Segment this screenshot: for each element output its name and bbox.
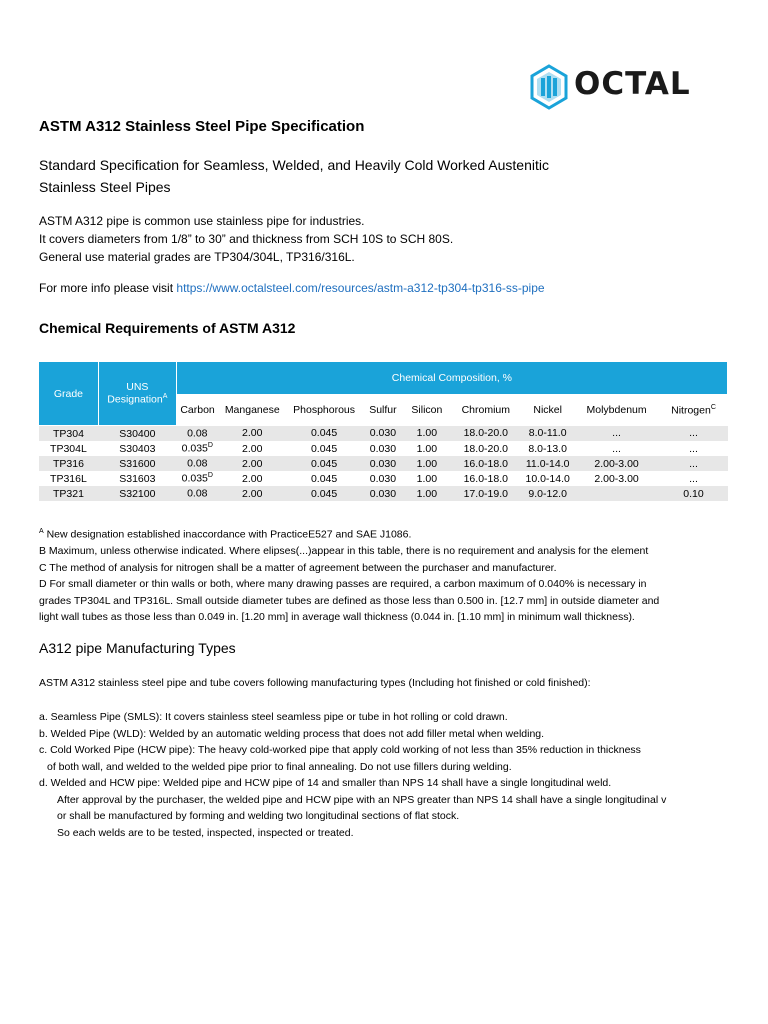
table-row xyxy=(39,486,728,501)
carbon-value: 0.035 xyxy=(181,472,208,485)
molybdenum-cell xyxy=(574,486,660,501)
uns-header-line-1: UNS xyxy=(126,381,149,394)
molybdenum-cell: ... xyxy=(574,426,660,442)
carbon-cell xyxy=(176,456,218,471)
nickel-cell: 8.0-13.0 xyxy=(522,441,574,456)
uns-cell: S32100 xyxy=(98,486,176,501)
composition-header: Chemical Composition, % xyxy=(176,362,727,395)
manganese-cell: 2.00 xyxy=(218,426,286,442)
phosphorous-header: Phosphorous xyxy=(286,395,362,426)
carbon-footnote-marker: D xyxy=(207,442,213,450)
uns-cell: S31600 xyxy=(98,456,176,471)
manufacturing-types-list xyxy=(39,709,739,841)
chromium-cell: 18.0-20.0 xyxy=(450,426,522,442)
nitrogen-header-label: Nitrogen xyxy=(671,404,711,417)
manganese-cell: 2.00 xyxy=(218,441,286,456)
phosphorous-cell: 0.045 xyxy=(286,456,362,471)
sulfur-cell: 0.030 xyxy=(362,471,404,486)
molybdenum-cell: 2.00-3.00 xyxy=(574,471,660,486)
subtitle xyxy=(39,154,599,198)
phosphorous-cell: 0.045 xyxy=(286,471,362,486)
nickel-cell: 9.0-12.0 xyxy=(522,486,574,501)
footnote-d-line-2: grades TP304L and TP316L. Small outside diameter tubes are defined as those less than 0.500 in. [12.7 mm] in outside diameter and xyxy=(39,594,660,607)
subtitle-line-1: Standard Specification for Seamless, Welded, and Heavily Cold Worked Austenitic xyxy=(39,157,549,173)
logo-text: OCTAL xyxy=(574,66,691,102)
carbon-value: 0.08 xyxy=(187,427,208,440)
list-item-continuation: of both wall, and welded to the welded pipe prior to final annealing. Do not use fillers during welding. xyxy=(47,760,512,773)
nickel-cell: 8.0-11.0 xyxy=(522,426,574,442)
sulfur-cell: 0.030 xyxy=(362,486,404,501)
nitrogen-header xyxy=(660,395,728,426)
carbon-footnote-marker: D xyxy=(207,472,213,480)
chromium-cell: 18.0-20.0 xyxy=(450,441,522,456)
list-item: d. Welded and HCW pipe: Welded pipe and HCW pipe of 14 and smaller than NPS 14 shall have a single longitudinal weld. xyxy=(39,777,612,789)
silicon-header: Silicon xyxy=(404,395,450,426)
list-item-continuation: So each welds are to be tested, inspected, inspected or treated. xyxy=(57,826,354,839)
grade-cell: TP304 xyxy=(39,426,99,442)
grade-cell: TP316L xyxy=(39,471,99,486)
silicon-cell: 1.00 xyxy=(404,441,450,456)
footnote-d-line-3: light wall tubes as those less than 0.049 in. [1.20 mm] in average wall thickness (0.044 in. [1.10 mm] in minimum wall thickness). xyxy=(39,611,635,623)
table-row xyxy=(39,441,728,456)
manganese-header: Manganese xyxy=(218,395,286,426)
carbon-cell xyxy=(176,426,218,442)
grade-cell: TP321 xyxy=(39,486,99,501)
table-row xyxy=(39,456,728,471)
uns-cell: S30403 xyxy=(98,441,176,456)
chromium-cell: 17.0-19.0 xyxy=(450,486,522,501)
manganese-cell: 2.00 xyxy=(218,471,286,486)
carbon-header: Carbon xyxy=(176,395,218,426)
more-info-link[interactable]: https://www.octalsteel.com/resources/astm-a312-tp304-tp316-ss-pipe xyxy=(176,281,545,295)
manufacturing-intro: ASTM A312 stainless steel pipe and tube covers following manufacturing types (Including hot finished or cold finished): xyxy=(39,677,591,689)
footnote-c: C The method of analysis for nitrogen shall be a matter of agreement between the purchaser and manufacturer. xyxy=(39,561,557,574)
nitrogen-cell: ... xyxy=(660,426,728,442)
table-row xyxy=(39,426,728,442)
carbon-cell xyxy=(176,471,218,486)
carbon-value: 0.08 xyxy=(187,457,208,470)
uns-cell: S30400 xyxy=(98,426,176,442)
table-footnotes xyxy=(39,524,739,626)
list-item: c. Cold Worked Pipe (HCW pipe): The heavy cold-worked pipe that apply cold working of not less than 35% reduction in thickness xyxy=(39,744,641,756)
uns-header-line-2: Designation xyxy=(107,393,163,406)
footnote-d-line-1: D For small diameter or thin walls or both, where many drawing passes are required, a carbon maximum of 0.040% is necessary in xyxy=(39,578,647,590)
phosphorous-cell: 0.045 xyxy=(286,486,362,501)
chemical-section-heading: Chemical Requirements of ASTM A312 xyxy=(39,320,296,336)
more-info xyxy=(39,281,545,295)
octal-hexagon-icon xyxy=(530,64,568,110)
page-title: ASTM A312 Stainless Steel Pipe Specification xyxy=(39,118,365,135)
intro-paragraph xyxy=(39,212,453,266)
nitrogen-footnote-marker: C xyxy=(710,404,716,411)
silicon-cell: 1.00 xyxy=(404,426,450,442)
nitrogen-cell: ... xyxy=(660,471,728,486)
list-item: a. Seamless Pipe (SMLS): It covers stainless steel seamless pipe or tube in hot rolling or cold drawn. xyxy=(39,711,508,723)
molybdenum-header: Molybdenum xyxy=(574,395,660,426)
nitrogen-cell: ... xyxy=(660,441,728,456)
footnote-a xyxy=(39,524,739,543)
uns-footnote-marker: A xyxy=(162,393,168,401)
subtitle-line-2: Stainless Steel Pipes xyxy=(39,179,171,195)
nitrogen-cell: 0.10 xyxy=(660,486,728,501)
list-item: b. Welded Pipe (WLD): Welded by an automatic welding process that does not add filler metal when welding. xyxy=(39,727,545,740)
silicon-cell: 1.00 xyxy=(404,486,450,501)
chromium-header: Chromium xyxy=(450,395,522,426)
list-item-continuation: After approval by the purchaser, the welded pipe and HCW pipe with an NPS greater than NPS 14 shall have a single longitudinal v xyxy=(57,793,667,806)
manganese-cell: 2.00 xyxy=(218,486,286,501)
manganese-cell: 2.00 xyxy=(218,456,286,471)
intro-line-1: ASTM A312 pipe is common use stainless pipe for industries. xyxy=(39,214,365,228)
nitrogen-cell: ... xyxy=(660,456,728,471)
table-row xyxy=(39,471,728,486)
carbon-value: 0.035 xyxy=(181,442,208,455)
uns-header xyxy=(98,362,176,426)
more-info-label: For more info please visit xyxy=(39,281,177,295)
molybdenum-cell: ... xyxy=(574,441,660,456)
silicon-cell: 1.00 xyxy=(404,456,450,471)
grade-cell: TP316 xyxy=(39,456,99,471)
nickel-header: Nickel xyxy=(522,395,574,426)
chromium-cell: 16.0-18.0 xyxy=(450,471,522,486)
footnote-a-marker: A xyxy=(39,528,44,535)
sulfur-cell: 0.030 xyxy=(362,426,404,442)
nickel-cell: 11.0-14.0 xyxy=(522,456,574,471)
sulfur-header: Sulfur xyxy=(362,395,404,426)
carbon-cell xyxy=(176,441,218,456)
phosphorous-cell: 0.045 xyxy=(286,426,362,442)
sulfur-cell: 0.030 xyxy=(362,456,404,471)
chromium-cell: 16.0-18.0 xyxy=(450,456,522,471)
silicon-cell: 1.00 xyxy=(404,471,450,486)
intro-line-2: It covers diameters from 1/8” to 30” and thickness from SCH 10S to SCH 80S. xyxy=(39,232,454,246)
grade-header: Grade xyxy=(39,362,99,426)
uns-cell: S31603 xyxy=(98,471,176,486)
molybdenum-cell: 2.00-3.00 xyxy=(574,456,660,471)
carbon-cell xyxy=(176,486,218,501)
sulfur-cell: 0.030 xyxy=(362,441,404,456)
nickel-cell: 10.0-14.0 xyxy=(522,471,574,486)
octal-logo xyxy=(530,64,710,112)
grade-cell: TP304L xyxy=(39,441,99,456)
list-item-continuation: or shall be manufactured by forming and welding two longitudinal sections of flat stock. xyxy=(57,810,460,822)
carbon-value: 0.08 xyxy=(187,487,208,500)
intro-line-3: General use material grades are TP304/304L, TP316/316L. xyxy=(39,250,355,264)
chemical-composition-table xyxy=(38,361,728,501)
footnote-a-text: New designation established inaccordance with PracticeE527 and SAE J1086. xyxy=(43,528,412,541)
manufacturing-section-heading: A312 pipe Manufacturing Types xyxy=(39,640,236,656)
footnote-b: B Maximum, unless otherwise indicated. Where elipses(...)appear in this table, there is no requirement and analysis for the element xyxy=(39,545,649,557)
phosphorous-cell: 0.045 xyxy=(286,441,362,456)
